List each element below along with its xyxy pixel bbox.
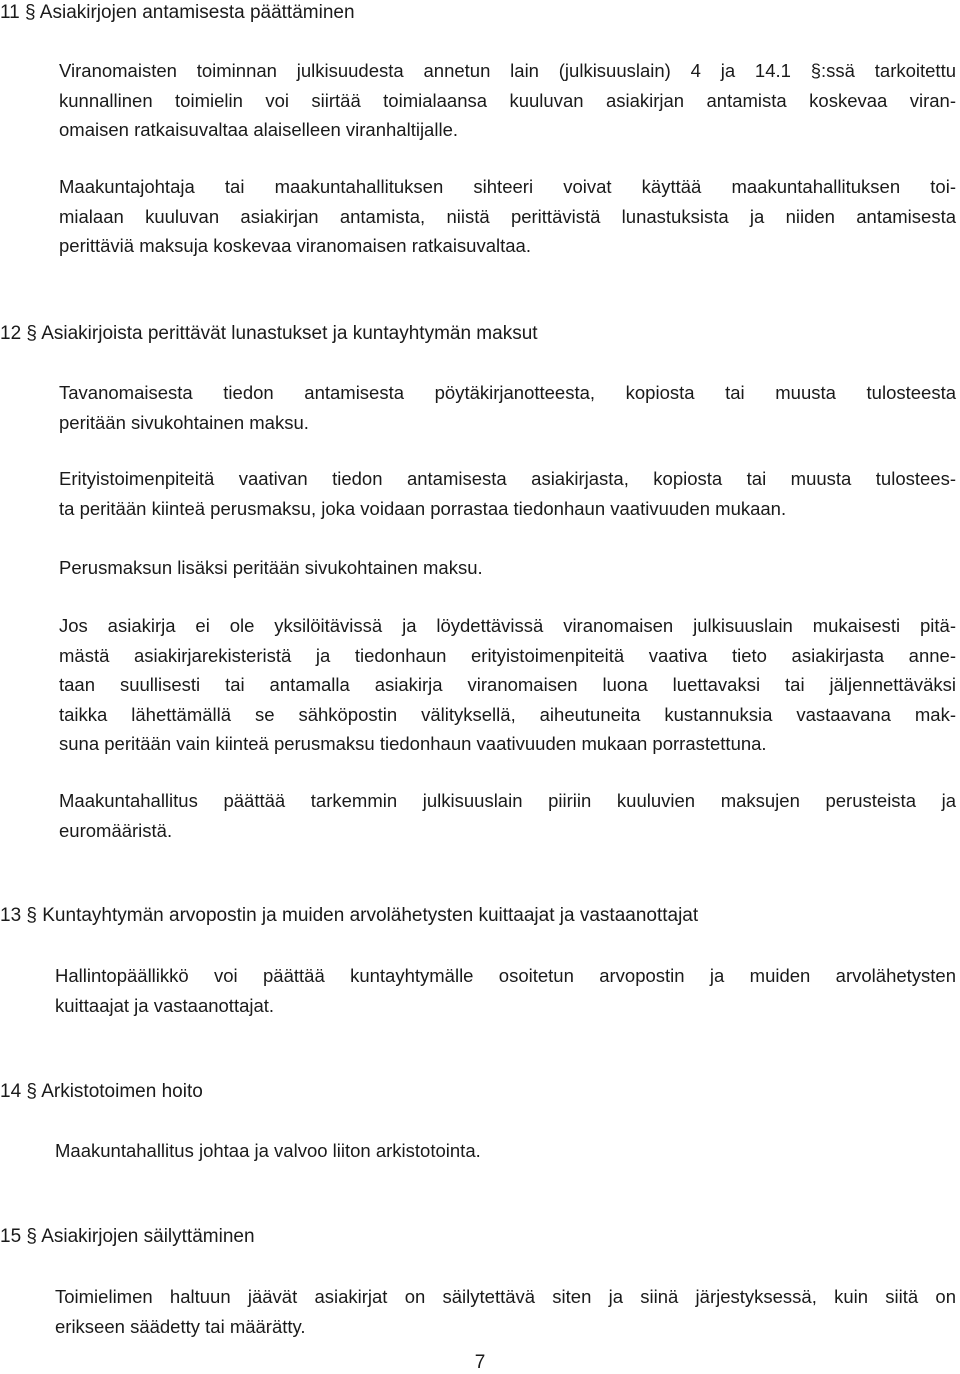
- text-line: Tavanomaisesta tiedon antamisesta pöytäkirjanotteesta, kopiosta tai muusta tulosteesta: [59, 382, 956, 403]
- text-line: Toimielimen haltuun jäävät asiakirjat on säilytettävä siten ja siinä järjestyksessä, kuin siitä on: [55, 1286, 956, 1307]
- text-line: omaisen ratkaisuvaltaa alaiselleen viranhaltijalle.: [59, 119, 458, 140]
- section-12-heading: 12 § Asiakirjoista perittävät lunastukset ja kuntayhtymän maksut: [0, 323, 538, 344]
- text-line: mästä asiakirjarekisteristä ja tiedonhaun erityistoimenpiteitä vaativa tieto asiakirjasta anne-: [59, 644, 956, 666]
- section-11-heading: 11 § Asiakirjojen antamisesta päättäminen: [0, 2, 355, 23]
- text-line: Erityistoimenpiteitä vaativan tiedon antamisesta asiakirjasta, kopiosta tai muusta tulostees-: [59, 468, 956, 489]
- section-12-paragraph-5: [59, 786, 956, 845]
- text-line: peritään sivukohtainen maksu.: [59, 411, 309, 433]
- text-line: euromääristä.: [59, 819, 173, 841]
- text-line: suna peritään vain kiinteä perusmaksu tiedonhaun vaativuuden mukaan porrastettuna.: [59, 733, 767, 754]
- section-14-paragraph-1: [55, 1136, 956, 1166]
- text-line: Hallintopäällikkö voi päättää kuntayhtymälle osoitetun arvopostin ja muiden arvolähetysten: [55, 965, 956, 986]
- text-line: Maakuntajohtaja tai maakuntahallituksen sihteeri voivat käyttää maakuntahallituksen toi-: [59, 176, 956, 197]
- section-11-paragraph-1: [59, 56, 956, 145]
- text-line: Perusmaksun lisäksi peritään sivukohtainen maksu.: [59, 557, 483, 578]
- text-line: Maakuntahallitus johtaa ja valvoo liiton arkistotointa.: [55, 1140, 481, 1161]
- section-15-paragraph-1: [55, 1282, 956, 1341]
- section-12-paragraph-1: [59, 378, 956, 437]
- page-number: 7: [474, 1352, 486, 1373]
- text-line: erikseen säädetty tai määrätty.: [55, 1315, 306, 1337]
- section-12-paragraph-4: [59, 611, 956, 759]
- text-line: kunnallinen toimielin voi siirtää toimialaansa kuuluvan asiakirjan antamista koskevaa viran-: [59, 89, 956, 111]
- text-line: Jos asiakirja ei ole yksilöitävissä ja löydettävissä viranomaisen julkisuuslain mukaisesti pitä-: [59, 615, 956, 636]
- text-line: ta peritään kiinteä perusmaksu, joka voidaan porrastaa tiedonhaun vaativuuden mukaan.: [59, 497, 787, 519]
- section-11-paragraph-2: [59, 172, 956, 261]
- text-line: taikka lähettämällä se sähköpostin välityksellä, aiheutuneita kustannuksia vastaavana mak-: [59, 703, 956, 725]
- text-line: perittäviä maksuja koskevaa viranomaisen ratkaisuvaltaa.: [59, 235, 531, 256]
- section-13-heading: 13 § Kuntayhtymän arvopostin ja muiden arvolähetysten kuittaajat ja vastaanottajat: [0, 905, 699, 926]
- text-line: taan suullisesti tai antamalla asiakirja viranomaisen luona luettavaksi tai jäljennettäväksi: [59, 674, 956, 695]
- text-line: mialaan kuuluvan asiakirjan antamista, niistä perittävistä lunastuksista ja niiden antamisesta: [59, 205, 956, 227]
- text-line: Maakuntahallitus päättää tarkemmin julkisuuslain piiriin kuuluvien maksujen perusteista ja: [59, 790, 956, 811]
- text-line: Viranomaisten toiminnan julkisuudesta annetun lain (julkisuuslain) 4 ja 14.1 §:ssä tarkoitettu: [59, 60, 956, 81]
- section-12-paragraph-2: [59, 464, 956, 523]
- section-13-paragraph-1: [55, 961, 956, 1020]
- text-line: kuittaajat ja vastaanottajat.: [55, 994, 275, 1016]
- section-14-heading: 14 § Arkistotoimen hoito: [0, 1081, 203, 1102]
- section-12-paragraph-3: [59, 553, 956, 583]
- section-15-heading: 15 § Asiakirjojen säilyttäminen: [0, 1226, 255, 1247]
